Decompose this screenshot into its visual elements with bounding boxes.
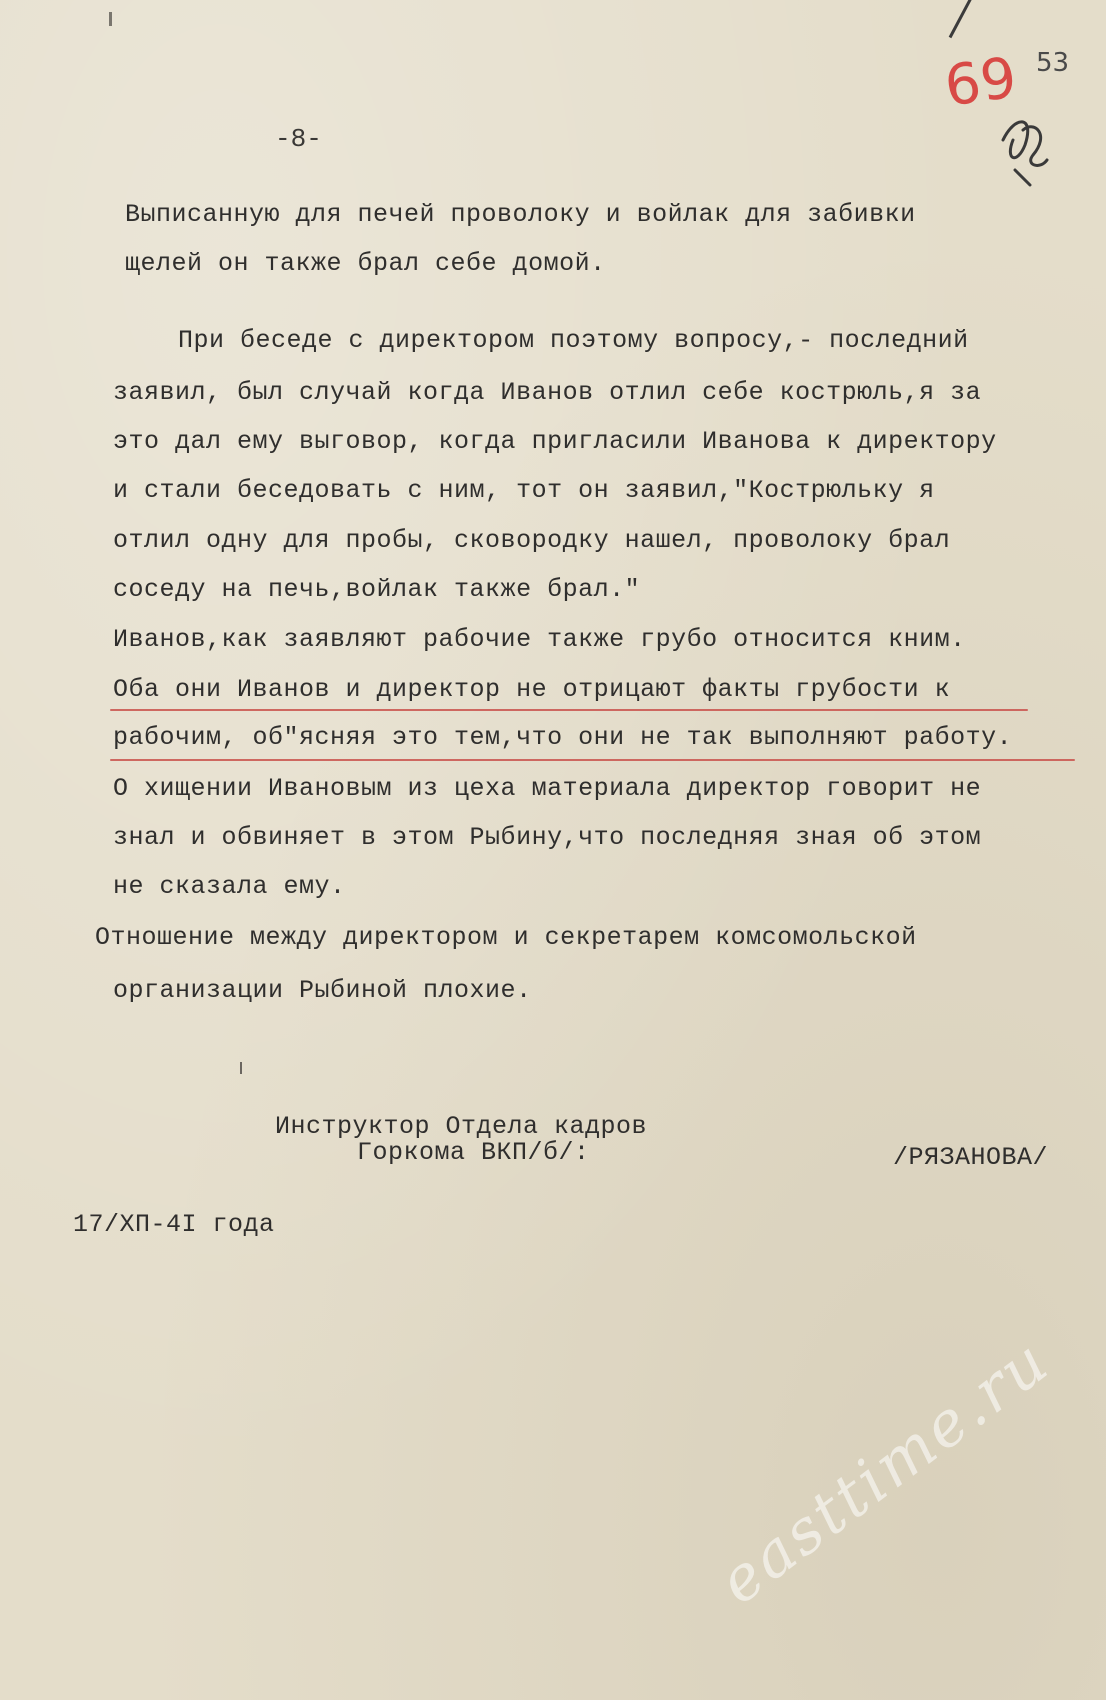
- body-line-1: Выписанную для печей проволоку и войлак для забивки: [125, 200, 916, 229]
- body-line-11: рабочим, об"ясняя это тем,что они не так выполняют работу.: [113, 723, 1013, 752]
- body-line-15: Отношение между директором и секретарем комсомольской: [95, 923, 917, 952]
- signature-position-line-2: Горкома ВКП/б/:: [357, 1138, 590, 1167]
- watermark-logo: easttime.ru: [705, 1323, 1063, 1619]
- sheet-number: 53: [1036, 48, 1070, 78]
- red-underline-2: [110, 759, 1075, 761]
- handwritten-mark-icon: [995, 110, 1055, 190]
- body-line-7: отлил одну для пробы, сковородку нашел, проволоку брал: [113, 526, 951, 555]
- archive-number: 69: [940, 45, 1021, 120]
- signature-position-line-1: Инструктор Отдела кадров: [275, 1112, 648, 1141]
- signature-name: /РЯЗАНОВА/: [893, 1143, 1049, 1172]
- body-line-5: это дал ему выговор, когда пригласили Иванова к директору: [113, 427, 997, 456]
- body-line-9: Иванов,как заявляют рабочие также грубо относится кним.: [113, 625, 966, 654]
- body-line-8: соседу на печь,войлак также брал.": [113, 575, 641, 604]
- body-line-6: и стали беседовать с ним, тот он заявил,"Кострюльку я: [113, 476, 935, 505]
- body-line-12: О хищении Ивановым из цеха материала директор говорит не: [113, 774, 982, 803]
- document-date: 17/ХП-4I года: [73, 1210, 275, 1239]
- body-line-2: щелей он также брал себе домой.: [125, 249, 606, 278]
- page-number: -8-: [275, 124, 322, 154]
- body-line-16: организации Рыбиной плохие.: [113, 976, 532, 1005]
- body-line-3: При беседе с директором поэтому вопросу,- последний: [178, 326, 969, 355]
- body-line-4: заявил, был случай когда Иванов отлил себе кострюль,я за: [113, 378, 982, 407]
- body-line-14: не сказала ему.: [113, 872, 346, 901]
- stray-mark: [240, 1062, 242, 1074]
- binding-mark: [109, 12, 112, 26]
- body-line-13: знал и обвиняет в этом Рыбину,что последняя зная об этом: [113, 823, 982, 852]
- body-line-10: Оба они Иванов и директор не отрицают факты грубости к: [113, 675, 951, 704]
- red-underline-1: [110, 709, 1028, 711]
- archive-strike-line: [949, 0, 985, 38]
